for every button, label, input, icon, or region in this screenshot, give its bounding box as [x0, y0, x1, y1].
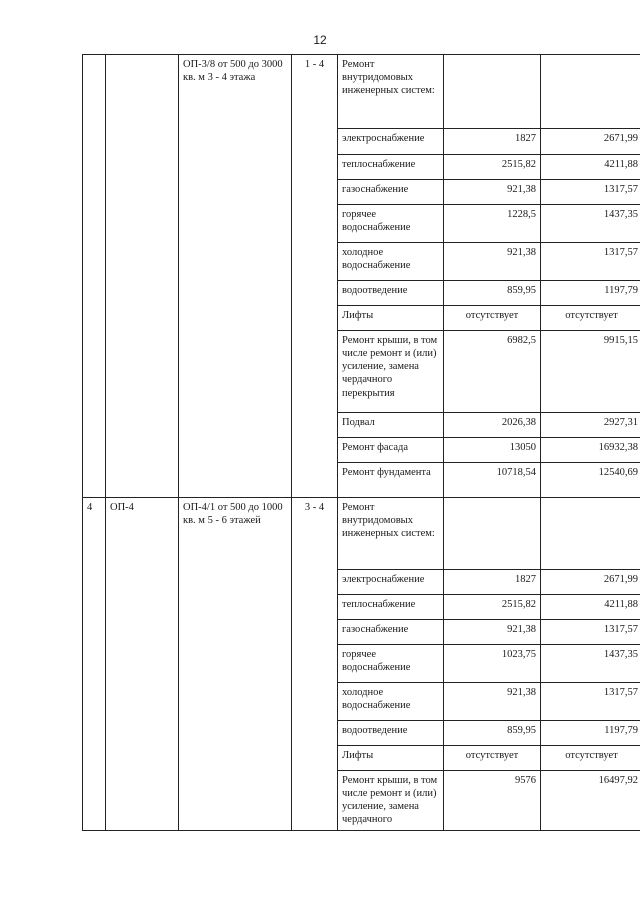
work-type-label: холодное водоснабжение: [338, 683, 444, 721]
cost-value-max: 1317,57: [541, 620, 640, 645]
cost-value-max: 1317,57: [541, 180, 640, 205]
cost-value-max: 2671,99: [541, 129, 640, 155]
cost-value-max: 4211,88: [541, 155, 640, 180]
cost-value-min: 921,38: [444, 243, 541, 281]
repair-cost-table: [82, 54, 640, 831]
cost-value-min: 1228,5: [444, 205, 541, 243]
cost-value-max: 16932,38: [541, 438, 640, 463]
cost-value-max: 2671,99: [541, 570, 640, 595]
work-type-label: водоотведение: [338, 281, 444, 306]
cost-value-min: 9576: [444, 771, 541, 831]
work-type-label: Подвал: [338, 413, 444, 438]
cost-value-max: 1437,35: [541, 645, 640, 683]
page-number: 12: [313, 33, 327, 47]
work-type-label: горячее водоснабжение: [338, 205, 444, 243]
object-description: ОП-3/8 от 500 до 3000 кв. м 3 - 4 этажа: [179, 55, 292, 498]
cost-value-min: 859,95: [444, 721, 541, 746]
cost-value-min: 921,38: [444, 620, 541, 645]
cost-value-min: 2515,82: [444, 155, 541, 180]
cost-value-min: [444, 498, 541, 570]
cost-value-max: отсутствует: [541, 746, 640, 771]
cost-value-max: 4211,88: [541, 595, 640, 620]
cost-value-min: 859,95: [444, 281, 541, 306]
work-type-label: горячее водоснабжение: [338, 645, 444, 683]
work-type-label: газоснабжение: [338, 180, 444, 205]
cost-value-min: 921,38: [444, 180, 541, 205]
cost-value-max: 2927,31: [541, 413, 640, 438]
work-type-label: электроснабжение: [338, 570, 444, 595]
object-code: ОП-4: [106, 498, 179, 831]
work-type-label: электроснабжение: [338, 129, 444, 155]
cost-value-min: 1023,75: [444, 645, 541, 683]
work-type-label: Ремонт фасада: [338, 438, 444, 463]
cost-value-max: 1197,79: [541, 281, 640, 306]
floor-range: 3 - 4: [292, 498, 338, 831]
cost-value-min: отсутствует: [444, 306, 541, 331]
cost-value-max: 12540,69: [541, 463, 640, 498]
block-op3: [83, 55, 640, 498]
cost-value-min: 13050: [444, 438, 541, 463]
floor-range: 1 - 4: [292, 55, 338, 498]
work-type-label: Ремонт крыши, в том числе ремонт и (или) усиление, замена чердачного: [338, 771, 444, 831]
cost-value-min: 2026,38: [444, 413, 541, 438]
cost-value-min: 10718,54: [444, 463, 541, 498]
work-type-label: газоснабжение: [338, 620, 444, 645]
cost-value-max: 1197,79: [541, 721, 640, 746]
cost-value-max: [541, 55, 640, 129]
work-type-label: теплоснабжение: [338, 155, 444, 180]
cost-value-min: [444, 55, 541, 129]
row-number: 4: [83, 498, 106, 831]
work-type-label: Лифты: [338, 306, 444, 331]
work-type-label: теплоснабжение: [338, 595, 444, 620]
cost-value-max: 1317,57: [541, 243, 640, 281]
cost-value-min: 1827: [444, 570, 541, 595]
cost-value-min: 6982,5: [444, 331, 541, 413]
cost-value-min: отсутствует: [444, 746, 541, 771]
block-op4: [83, 498, 640, 831]
row-number: [83, 55, 106, 498]
cost-value-min: 1827: [444, 129, 541, 155]
object-code: [106, 55, 179, 498]
cost-value-max: 1317,57: [541, 683, 640, 721]
cost-value-min: 2515,82: [444, 595, 541, 620]
work-type-label: Ремонт внутридомовых инженерных систем:: [338, 498, 444, 570]
work-type-label: Ремонт внутридомовых инженерных систем:: [338, 55, 444, 129]
work-type-label: Лифты: [338, 746, 444, 771]
cost-value-max: [541, 498, 640, 570]
table-row: [83, 55, 640, 129]
cost-value-max: отсутствует: [541, 306, 640, 331]
object-description: ОП-4/1 от 500 до 1000 кв. м 5 - 6 этажей: [179, 498, 292, 831]
cost-value-max: 1437,35: [541, 205, 640, 243]
table-row: [83, 498, 640, 570]
cost-value-max: 9915,15: [541, 331, 640, 413]
work-type-label: холодное водоснабжение: [338, 243, 444, 281]
work-type-label: Ремонт фундамента: [338, 463, 444, 498]
work-type-label: Ремонт крыши, в том числе ремонт и (или) усиление, замена чердачного перекрытия: [338, 331, 444, 413]
cost-value-min: 921,38: [444, 683, 541, 721]
cost-value-max: 16497,92: [541, 771, 640, 831]
work-type-label: водоотведение: [338, 721, 444, 746]
